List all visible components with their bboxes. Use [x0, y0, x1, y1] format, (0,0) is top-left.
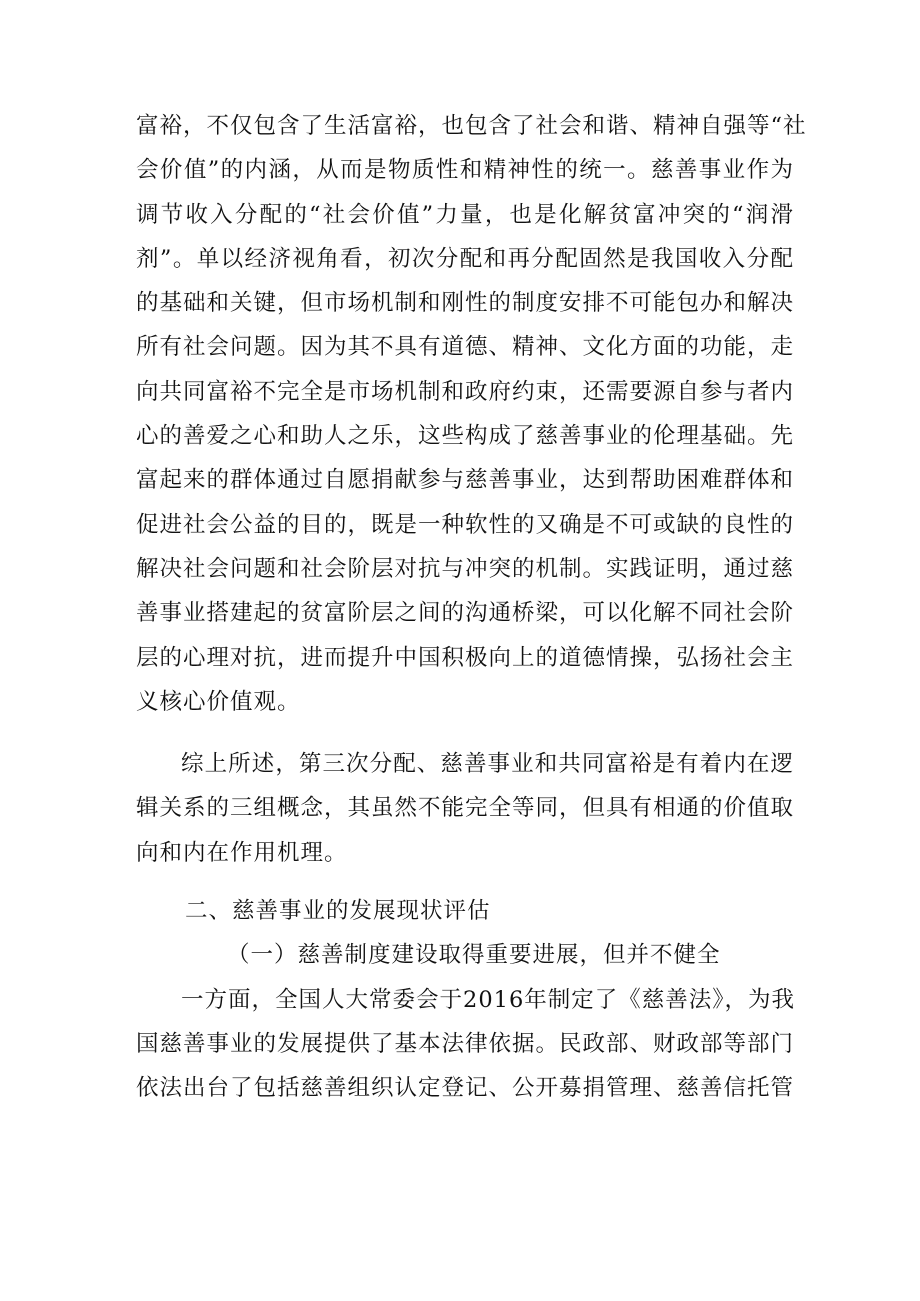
- section-gap: [0, 875, 920, 889]
- paragraph-line: 富裕，不仅包含了生活富裕，也包含了社会和谐、精神自强等“社: [136, 113, 807, 139]
- paragraph-line: 向和内在作用机理。: [136, 839, 348, 866]
- paragraph-line: 层的心理对抗，进而提升中国积极向上的道德情操，弘扬社会主: [136, 644, 795, 671]
- subsection-heading: （一）慈善制度建设取得重要进展，但并不健全: [227, 942, 721, 969]
- paragraph-line: 的基础和关键，但市场机制和刚性的制度安排不可能包办和解决: [136, 290, 795, 317]
- paragraph-line: 剂”。单以经济视角看，初次分配和再分配固然是我国收入分配: [136, 245, 794, 272]
- paragraph-line: 综上所述，第三次分配、慈善事业和共同富裕是有着内在逻: [181, 751, 794, 778]
- paragraph-line: 辑关系的三组概念，其虽然不能完全等同，但具有相通的价值取: [136, 795, 795, 822]
- paragraph-line: 调节收入分配的“社会价值”力量，也是化解贫富冲突的“润滑: [136, 201, 794, 228]
- paragraph-line: 向共同富裕不完全是市场机制和政府约束，还需要源自参与者内: [136, 378, 795, 405]
- document-body: [0, 104, 920, 1111]
- paragraph-line: 国慈善事业的发展提供了基本法律依据。民政部、财政部等部门: [136, 1030, 795, 1057]
- paragraph-line: 心的善爱之心和助人之乐，这些构成了慈善事业的伦理基础。先: [136, 423, 795, 450]
- paragraph-line: 善事业搭建起的贫富阶层之间的沟通桥梁，可以化解不同社会阶: [136, 600, 795, 627]
- paragraph-3: [0, 978, 920, 1111]
- paragraph-line: 促进社会公益的目的，既是一种软性的又确是不可或缺的良性的: [136, 511, 795, 538]
- paragraph-gap: [0, 724, 920, 742]
- paragraph-line: 义核心价值观。: [136, 688, 301, 715]
- paragraph-line: 一方面，全国人大常委会于2016年制定了《慈善法》，为我: [181, 986, 796, 1013]
- paragraph-line: 所有社会问题。因为其不具有道德、精神、文化方面的功能，走: [136, 334, 795, 361]
- paragraph-line: 解决社会问题和社会阶层对抗与冲突的机制。实践证明，通过慈: [136, 555, 795, 582]
- paragraph-line: 会价值”的内涵，从而是物质性和精神性的统一。慈善事业作为: [136, 157, 794, 184]
- section-heading: 二、慈善事业的发展现状评估: [185, 898, 491, 925]
- paragraph-line: 富起来的群体通过自愿捐献参与慈善事业，达到帮助困难群体和: [136, 467, 795, 494]
- paragraph-2: [0, 742, 920, 875]
- paragraph-1: [0, 104, 920, 724]
- paragraph-line: 依法出台了包括慈善组织认定登记、公开募捐管理、慈善信托管: [136, 1075, 795, 1102]
